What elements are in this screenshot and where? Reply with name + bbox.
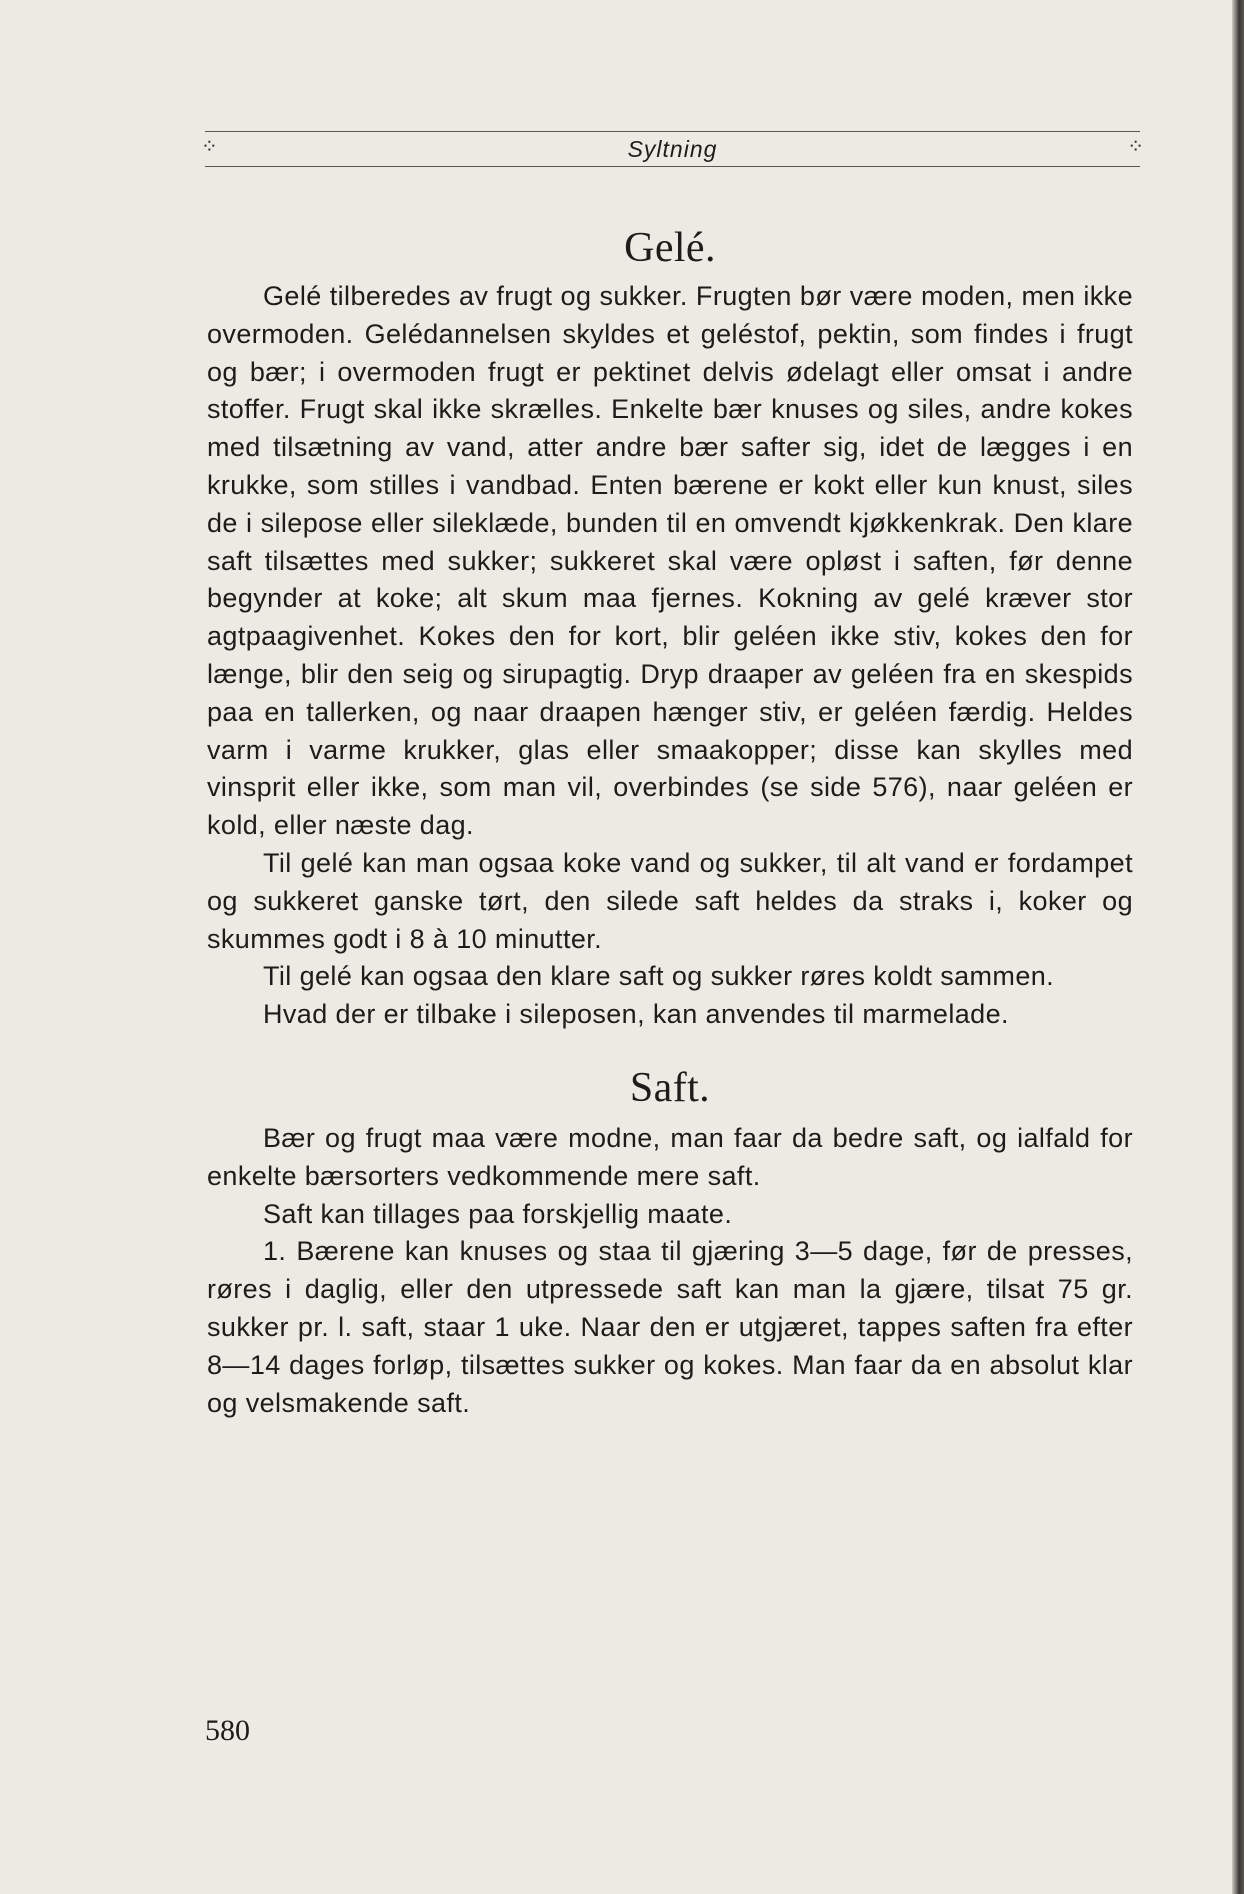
ornament-icon: ⁘ bbox=[1127, 136, 1144, 158]
paragraph: Hvad der er tilbake i sileposen, kan anvendes til marmelade. bbox=[263, 999, 1009, 1030]
section-gele bbox=[207, 220, 1133, 1034]
page-number: 580 bbox=[205, 1714, 250, 1747]
ornament-icon: ⁘ bbox=[201, 136, 218, 158]
paragraph: Gelé tilberedes av frugt og sukker. Frugten bør være moden, men ikke overmoden. Gelédannelsen skyldes et geléstof, pektin, som findes i frugt og bær; i overmoden frugt er pektinet delvis ødelagt eller omsat i andre stoffer. Frugt skal ikke skrælles. Enkelte bær knuses og siles, andre kokes med tilsætning av vand, atter andre bær safter sig, idet de lægges i en krukke, som stilles i vandbad. Enten bærene er kokt eller kun knust, siles de i silepose eller sileklæde, bunden til en omvendt kjøkkenkrak. Den klare saft tilsættes med sukker; sukkeret skal være opløst i saften, før denne begynder at koke; alt skum maa fjernes. Kokning av gelé kræver stor agtpaagivenhet. Kokes den for kort, blir geléen ikke stiv, kokes den for længe, blir den seig og sirupagtig. Dryp draaper av geléen fra en skespids paa en tallerken, og naar draapen hænger stiv, er geléen færdig. Heldes varm i varme krukker, glas eller smaakopper; disse kan skylles med vinsprit eller ikke, som man vil, overbindes (se side 576), naar geléen er kold, eller næste dag. bbox=[207, 281, 1133, 841]
running-header bbox=[201, 131, 1144, 167]
paragraph: Bær og frugt maa være modne, man faar da bedre saft, og ialfald for enkelte bærsorters vedkommende mere saft. bbox=[207, 1122, 1133, 1191]
section-saft bbox=[207, 1060, 1133, 1422]
section-heading: Gelé. bbox=[624, 225, 716, 271]
paragraph: Til gelé kan man ogsaa koke vand og sukker, til alt vand er fordampet og sukkeret ganske tørt, den silede saft heldes da straks i, koker og skummes godt i 8 à 10 minutter. bbox=[207, 847, 1133, 954]
running-title: Syltning bbox=[627, 136, 718, 162]
page-body bbox=[207, 220, 1133, 1422]
paragraph: Saft kan tillages paa forskjellig maate. bbox=[263, 1198, 733, 1229]
paragraph: Til gelé kan ogsaa den klare saft og sukker røres koldt sammen. bbox=[263, 961, 1055, 992]
paragraph: 1. Bærene kan knuses og staa til gjæring 3—5 dage, før de presses, røres i daglig, eller den utpressede saft kan man la gjære, tilsat 75 gr. sukker pr. l. saft, staar 1 uke. Naar den er utgjæret, tappes saften fra efter 8—14 dages forløp, tilsættes sukker og kokes. Man faar da en absolut klar og velsmakende saft. bbox=[207, 1236, 1133, 1418]
binding-edge bbox=[1232, 0, 1244, 1894]
section-heading: Saft. bbox=[629, 1064, 711, 1111]
